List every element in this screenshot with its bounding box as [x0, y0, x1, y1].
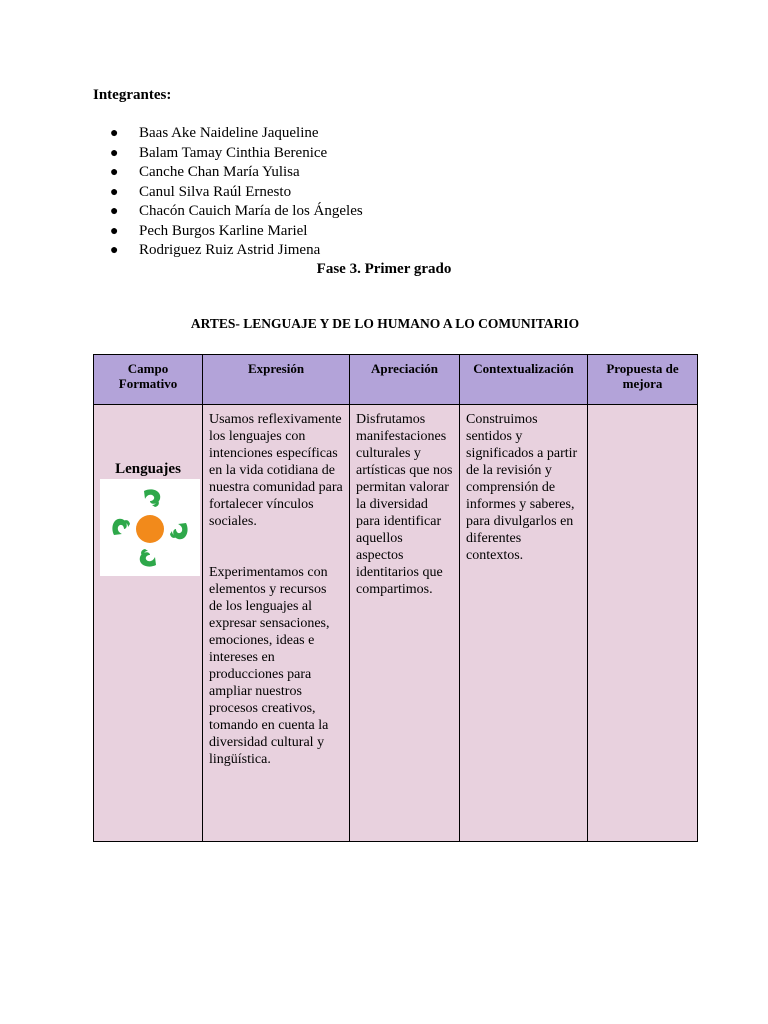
list-item	[110, 144, 363, 164]
list-item	[110, 163, 363, 183]
member-name: Baas Ake Naideline Jaqueline	[139, 125, 319, 141]
member-name: Balam Tamay Cinthia Berenice	[139, 144, 328, 161]
members-list	[110, 124, 363, 261]
list-item	[110, 222, 363, 242]
bullet-icon: ●	[110, 223, 119, 239]
bullet-icon: ●	[110, 184, 119, 200]
phase-title: Fase 3. Primer grado	[316, 261, 452, 277]
bullet-icon: ●	[110, 165, 119, 180]
member-name: Chacón Cauich María de los Ángeles	[139, 203, 363, 219]
cell-campo	[94, 405, 203, 842]
member-name: Rodriguez Ruiz Astrid Jimena	[139, 242, 321, 258]
bullet-icon: ●	[110, 243, 119, 258]
member-name: Pech Burgos Karline Mariel	[139, 222, 308, 239]
table-row	[94, 405, 698, 842]
header-contexto: Contextualización	[460, 355, 588, 405]
list-item	[110, 202, 363, 222]
cell-propuesta	[588, 405, 698, 842]
planning-table	[93, 354, 698, 842]
list-item	[110, 183, 363, 203]
header-propuesta: Propuesta de mejora	[588, 355, 698, 405]
bullet-icon: ●	[110, 126, 119, 141]
member-name: Canche Chan María Yulisa	[139, 164, 300, 180]
list-item	[110, 124, 363, 144]
header-campo: Campo Formativo	[94, 355, 203, 405]
table-header-row	[94, 355, 698, 405]
header-expresion: Expresión	[203, 355, 350, 405]
list-item	[110, 241, 363, 261]
campo-label: Lenguajes	[115, 461, 181, 477]
expresion-paragraph-1: Usamos reflexivamente los lenguajes con intenciones específicas en la vida cotidiana de nuestra comunidad para fortalecer vínculos sociales.	[209, 412, 343, 529]
lenguajes-logo	[100, 479, 200, 576]
cell-apreciacion: Disfrutamos manifestaciones culturales y artísticas que nos permitan valorar la diversidad para identificar aquellos aspectos identitarios que compartimos.	[350, 405, 460, 842]
member-name: Canul Silva Raúl Ernesto	[139, 183, 292, 200]
cell-contexto: Construimos sentidos y significados a partir de la revisión y comprensión de informes y saberes, para divulgarlos en diferentes contextos.	[460, 405, 588, 842]
header-apreciacion: Apreciación	[350, 355, 460, 405]
section-subtitle: ARTES- LENGUAJE Y DE LO HUMANO A LO COMUNITARIO	[190, 316, 580, 331]
cell-expresion	[203, 405, 350, 842]
lenguajes-logo-icon	[100, 479, 200, 576]
expresion-paragraph-2: Experimentamos con elementos y recursos de los lenguajes al expresar sensaciones, emociones, ideas e intereses en producciones para ampliar nuestros procesos creativos, tomando en cuenta la diversidad cultural y lingüística.	[209, 565, 330, 767]
bullet-icon: ●	[110, 145, 119, 161]
integrantes-heading: Integrantes:	[93, 87, 172, 103]
bullet-icon: ●	[110, 204, 119, 219]
